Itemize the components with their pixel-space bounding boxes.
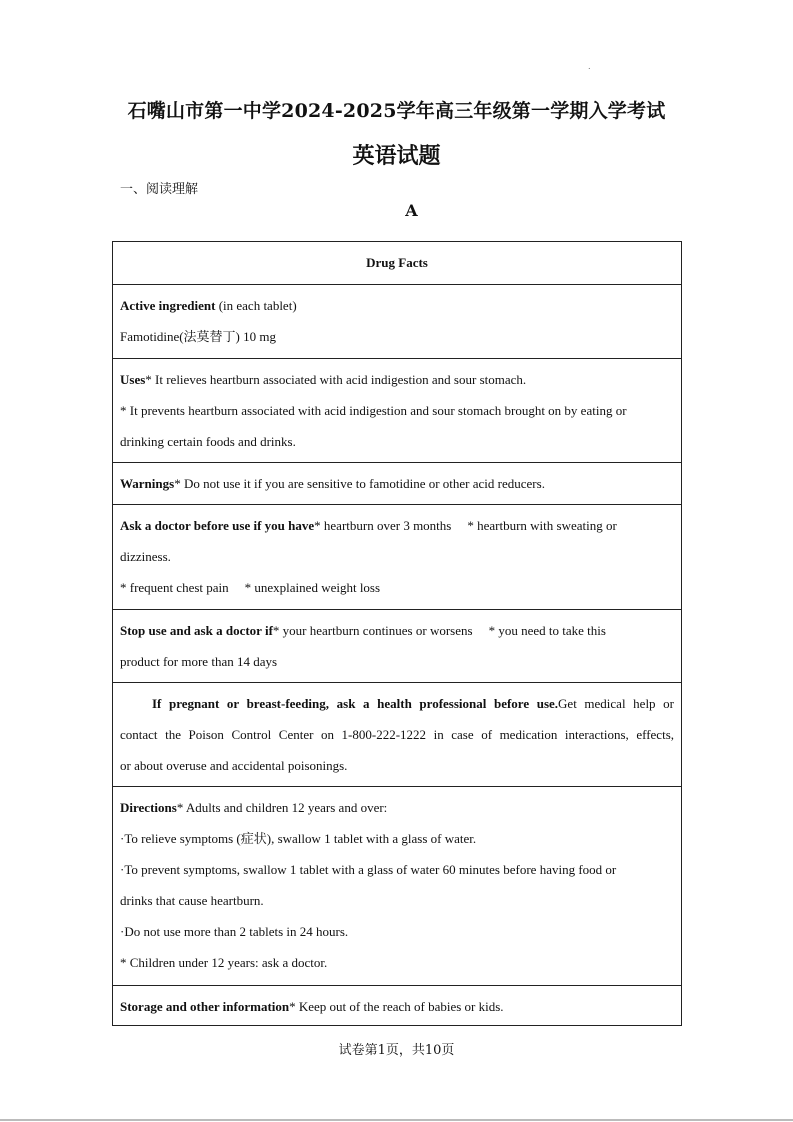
- ask-doctor-text: * heartburn with sweating or: [467, 518, 617, 533]
- directions-line: ·Do not use more than 2 tablets in 24 hours.: [120, 924, 349, 939]
- pregnant-row: [113, 682, 681, 786]
- stop-use-label: Stop use and ask a doctor if: [120, 623, 273, 638]
- passage-label: A: [405, 201, 418, 220]
- directions-line: ·To relieve symptoms (症状), swallow 1 tablet with a glass of water.: [120, 831, 477, 846]
- stop-use-line: product for more than 14 days: [120, 654, 278, 669]
- storage-label: Storage and other information: [120, 999, 290, 1014]
- stop-use-row: [113, 609, 681, 682]
- warnings-text: * Do not use it if you are sensitive to famotidine or other acid reducers.: [174, 476, 545, 491]
- storage-row: [113, 985, 681, 1025]
- page-footer: 试卷第1页，共10页: [338, 1043, 455, 1058]
- pregnant-line: contact the Poison Control Center on 1-800-222-1222 in case of medication interactions, effects,: [120, 727, 674, 742]
- ask-doctor-label: Ask a doctor before use if you have: [120, 518, 315, 533]
- ask-doctor-item: * unexplained weight loss: [244, 580, 381, 595]
- uses-row: [113, 358, 681, 462]
- storage-text: * Keep out of the reach of babies or kids.: [289, 999, 504, 1014]
- ask-doctor-line: dizziness.: [120, 549, 171, 564]
- subject-title: 英语试题: [352, 143, 441, 169]
- ask-doctor-item: * frequent chest pain: [120, 580, 229, 595]
- stop-use-text: * your heartburn continues or worsens: [272, 623, 473, 638]
- section-heading: 一、阅读理解: [120, 182, 199, 197]
- table-heading: Drug Facts: [366, 255, 428, 270]
- directions-line: ·To prevent symptoms, swallow 1 tablet with a glass of water 60 minutes before having food or: [120, 862, 617, 877]
- directions-row: [113, 786, 681, 985]
- directions-line: * Children under 12 years: ask a doctor.: [120, 955, 328, 970]
- ask-doctor-row: [113, 504, 681, 609]
- directions-label: Directions: [120, 800, 177, 815]
- drug-facts-table: [112, 241, 682, 1026]
- warnings-row: [113, 462, 681, 504]
- directions-text: * Adults and children 12 years and over:: [176, 800, 388, 815]
- school-title: 石嘴山市第一中学2024-2025学年高三年级第一学期入学考试: [127, 100, 666, 122]
- uses-line: * It prevents heartburn associated with acid indigestion and sour stomach brought on by eating or: [120, 403, 627, 418]
- active-ingredient-text: (in each tablet): [215, 298, 297, 313]
- uses-text: * It relieves heartburn associated with acid indigestion and sour stomach.: [145, 372, 527, 387]
- warnings-label: Warnings: [120, 476, 175, 491]
- uses-label: Uses: [120, 372, 146, 387]
- pregnant-text: Get medical help or: [558, 696, 674, 711]
- active-ingredient-line: Famotidine(法莫替丁) 10 mg: [120, 329, 276, 344]
- directions-line: drinks that cause heartburn.: [120, 893, 264, 908]
- ask-doctor-text: * heartburn over 3 months: [314, 518, 452, 533]
- uses-line: drinking certain foods and drinks.: [120, 434, 296, 449]
- pregnant-line: or about overuse and accidental poisonings.: [120, 758, 348, 773]
- active-ingredient-label: Active ingredient: [120, 298, 216, 313]
- table-heading-row: [113, 242, 681, 284]
- bottom-divider: [0, 1119, 793, 1121]
- page-dot-mark: .: [588, 62, 591, 71]
- stop-use-text: * you need to take this: [488, 623, 606, 638]
- active-ingredient-row: [113, 284, 681, 358]
- pregnant-label: If pregnant or breast-feeding, ask a health professional before use.: [152, 696, 559, 711]
